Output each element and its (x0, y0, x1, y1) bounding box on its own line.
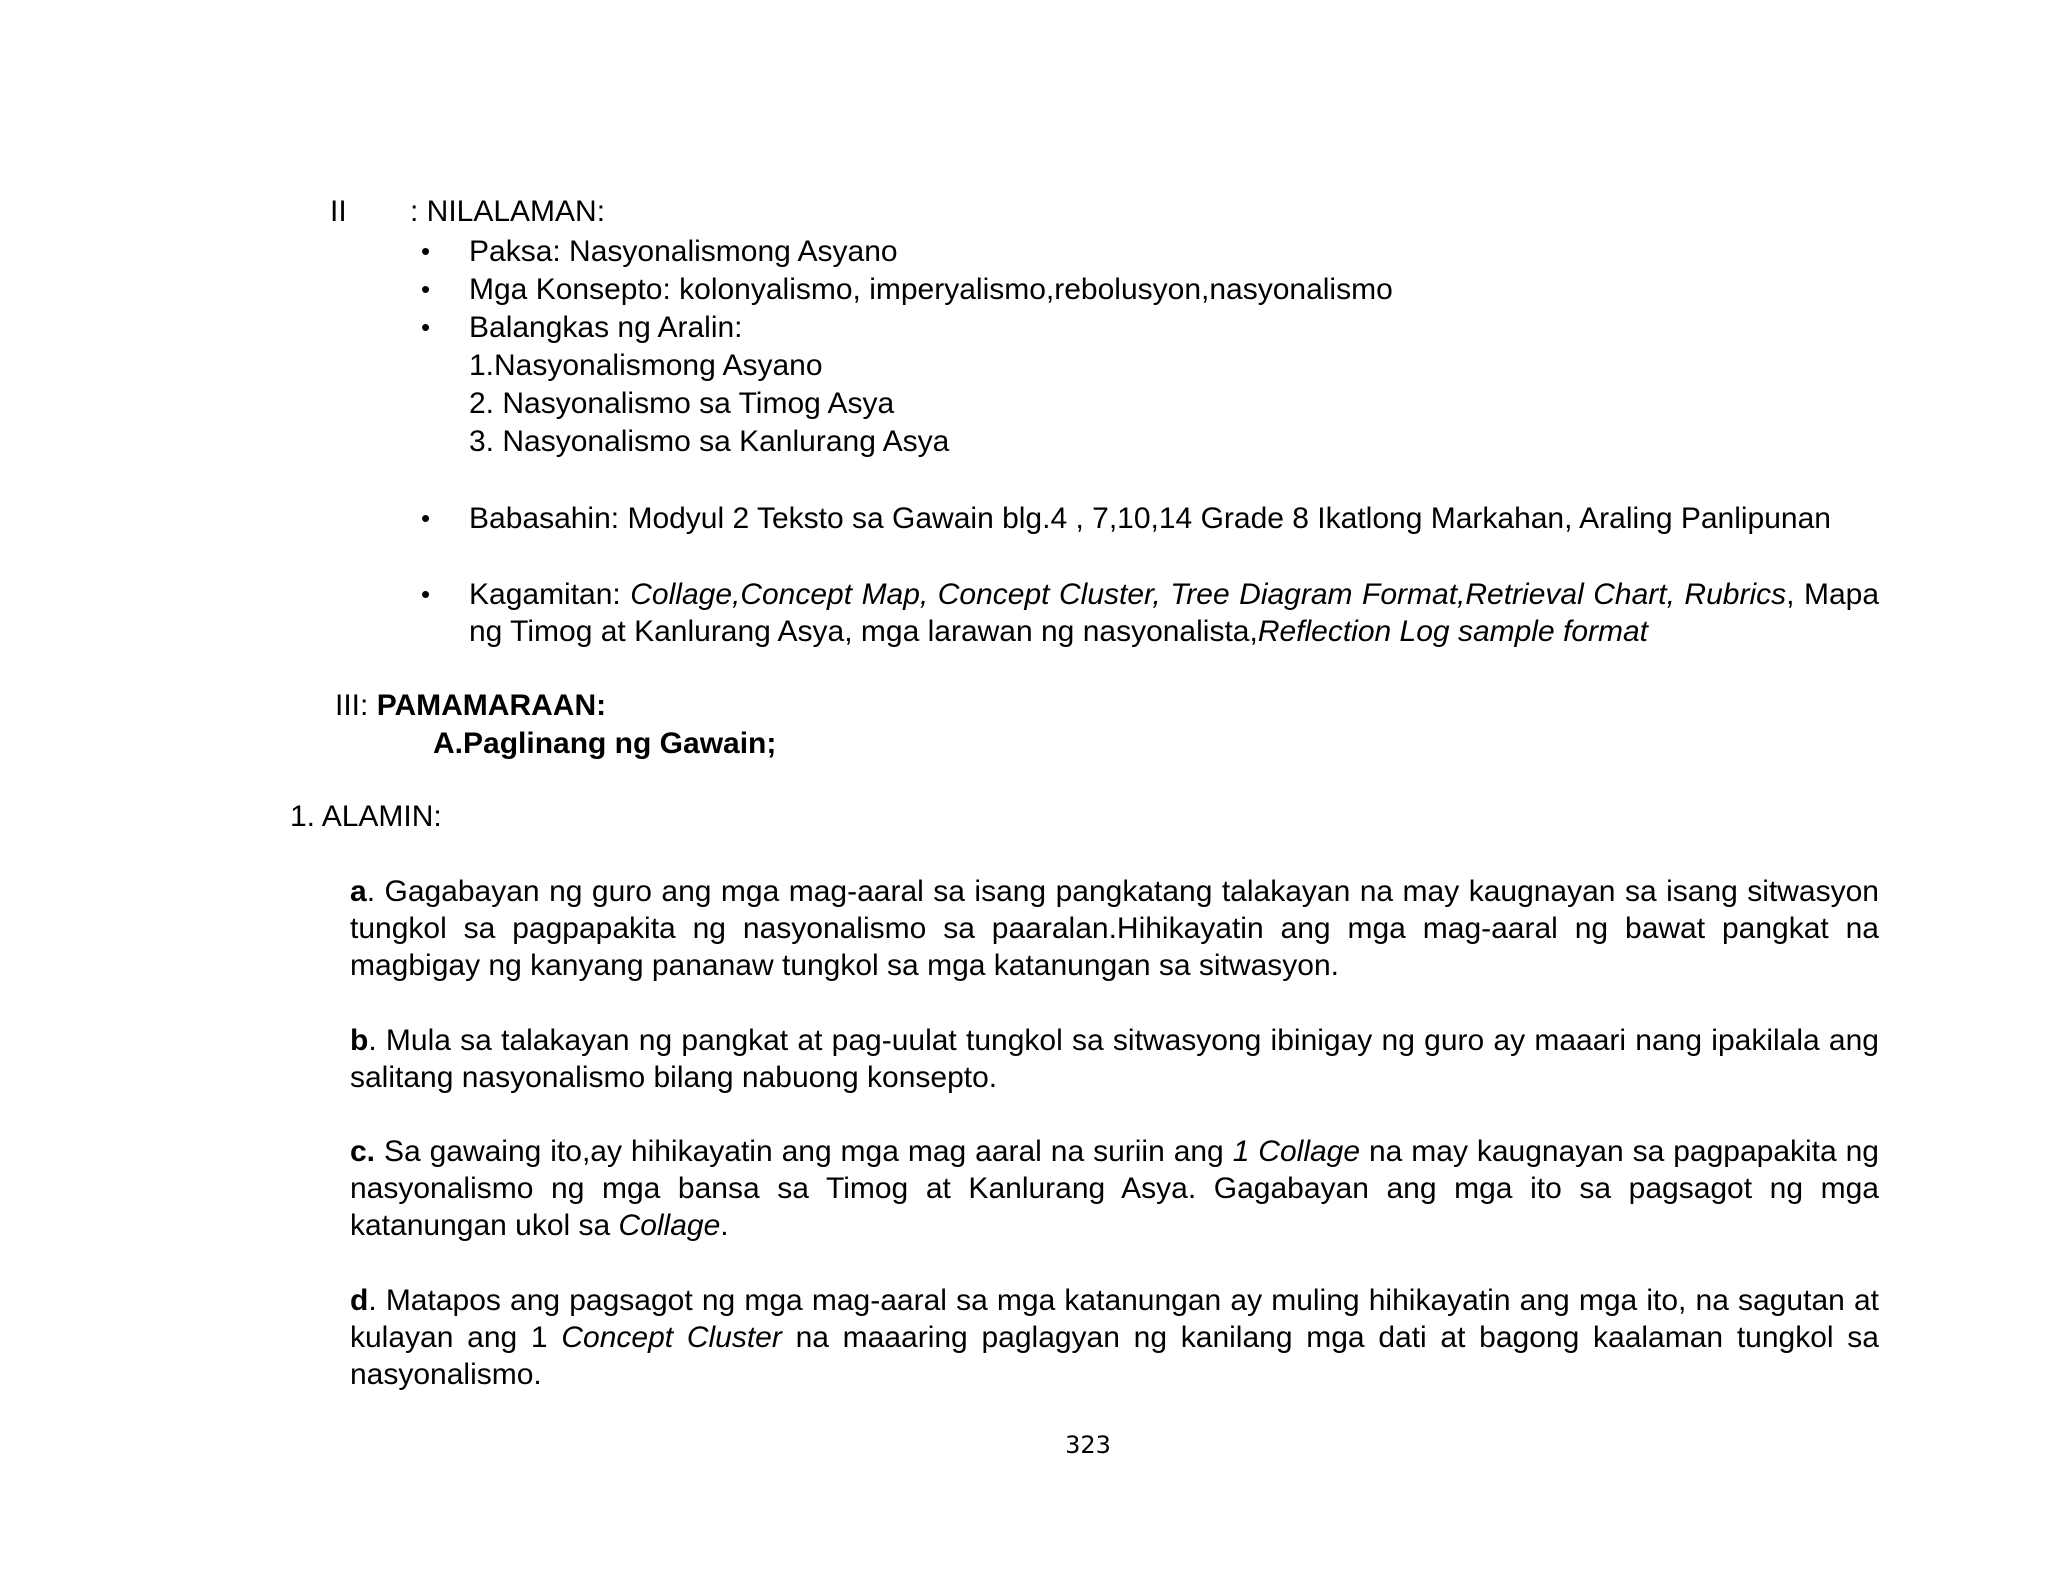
kagamitan-text: , Mapa ng Timog at Kanlurang Asya, mga larawan ng nasyonalista, (469, 578, 1880, 648)
outline-item: 2. Nasyonalismo sa Timog Asya (469, 387, 895, 420)
outline-item: 3. Nasyonalismo sa Kanlurang Asya (469, 425, 950, 458)
outline-item: 1.Nasyonalismong Asyano (469, 349, 823, 382)
alamin-heading: 1. ALAMIN: (290, 800, 442, 833)
paragraph-text: na may kaugnayan sa pagpapakita ng nasyonalismo ng mga bansa sa Timog at Kanlurang Asya. Gagabayan ang mga ito sa pagsagot ng mga katanungan ukol sa (350, 1135, 1879, 1242)
list-item-paksa: Paksa: Nasyonalismong Asyano (469, 235, 898, 268)
subsection-heading: A.Paglinang ng Gawain; (433, 727, 777, 760)
paragraph-text: . Matapos ang pagsagot ng mga mag-aaral sa mga katanungan ay muling hihikayatin ang mga ito, na sagutan at kulayan ang 1 (350, 1284, 1879, 1354)
list-item-babasahin: Babasahin: Modyul 2 Teksto sa Gawain blg.4 , 7,10,14 Grade 8 Ikatlong Markahan, Araling Panlipunan (469, 502, 1831, 535)
paragraph-d (350, 1282, 1879, 1393)
section-heading (335, 687, 606, 724)
paragraph-text: na maaaring paglagyan ng kanilang mga dati at bagong kaalaman tungkol sa nasyonalismo. (350, 1321, 1879, 1391)
paragraph-text: . (720, 1209, 729, 1242)
paragraph-letter: d (350, 1284, 369, 1317)
bullet-icon: • (421, 312, 431, 342)
paragraph-a (350, 873, 1879, 984)
paragraph-text: Concept Cluster (561, 1321, 782, 1354)
paragraph-c (350, 1133, 1879, 1244)
list-item-kagamitan (469, 576, 1879, 650)
kagamitan-label: Kagamitan: (469, 578, 631, 611)
paragraph-text: Sa gawaing ito,ay hihikayatin ang mga mag aaral na suriin ang (375, 1135, 1233, 1168)
section-numeral: II (330, 195, 347, 228)
paragraph-text: . Gagabayan ng guro ang mga mag-aaral sa isang pangkatang talakayan na may kaugnayan sa isang sitwasyon tungkol sa pagpapakita ng nasyonalismo sa paaralan.Hihikayatin ang mga mag-aaral ng bawat pangkat na magbigay ng kanyang pananaw tungkol sa mga katanungan sa sitwasyon. (350, 875, 1879, 982)
kagamitan-text: Collage,Concept Map, Concept Cluster, Tree Diagram Format,Retrieval Chart, Rubrics (630, 578, 1787, 611)
section-title: PAMAMARAAN: (376, 689, 607, 722)
bullet-icon: • (421, 274, 431, 304)
page-number: 323 (1065, 1431, 1111, 1459)
section-numeral: III: (335, 689, 377, 722)
list-item-konsepto: Mga Konsepto: kolonyalismo, imperyalismo,rebolusyon,nasyonalismo (469, 273, 1393, 306)
paragraph-b (350, 1022, 1879, 1096)
paragraph-text: 1 Collage (1232, 1135, 1361, 1168)
section-heading: : NILALAMAN: (410, 195, 606, 228)
bullet-icon: • (421, 236, 431, 266)
bullet-icon: • (421, 503, 431, 533)
paragraph-letter: b (350, 1024, 369, 1057)
paragraph-text: . Mula sa talakayan ng pangkat at pag-uulat tungkol sa sitwasyong ibinigay ng guro ay maaari nang ipakilala ang salitang nasyonalismo bilang nabuong konsepto. (350, 1024, 1879, 1094)
paragraph-text: Collage (618, 1209, 721, 1242)
bullet-icon: • (421, 579, 431, 609)
kagamitan-text: Reflection Log sample format (1257, 615, 1649, 648)
list-item-balangkas: Balangkas ng Aralin: (469, 311, 743, 344)
paragraph-letter: a (350, 875, 367, 908)
paragraph-letter: c. (350, 1135, 376, 1168)
